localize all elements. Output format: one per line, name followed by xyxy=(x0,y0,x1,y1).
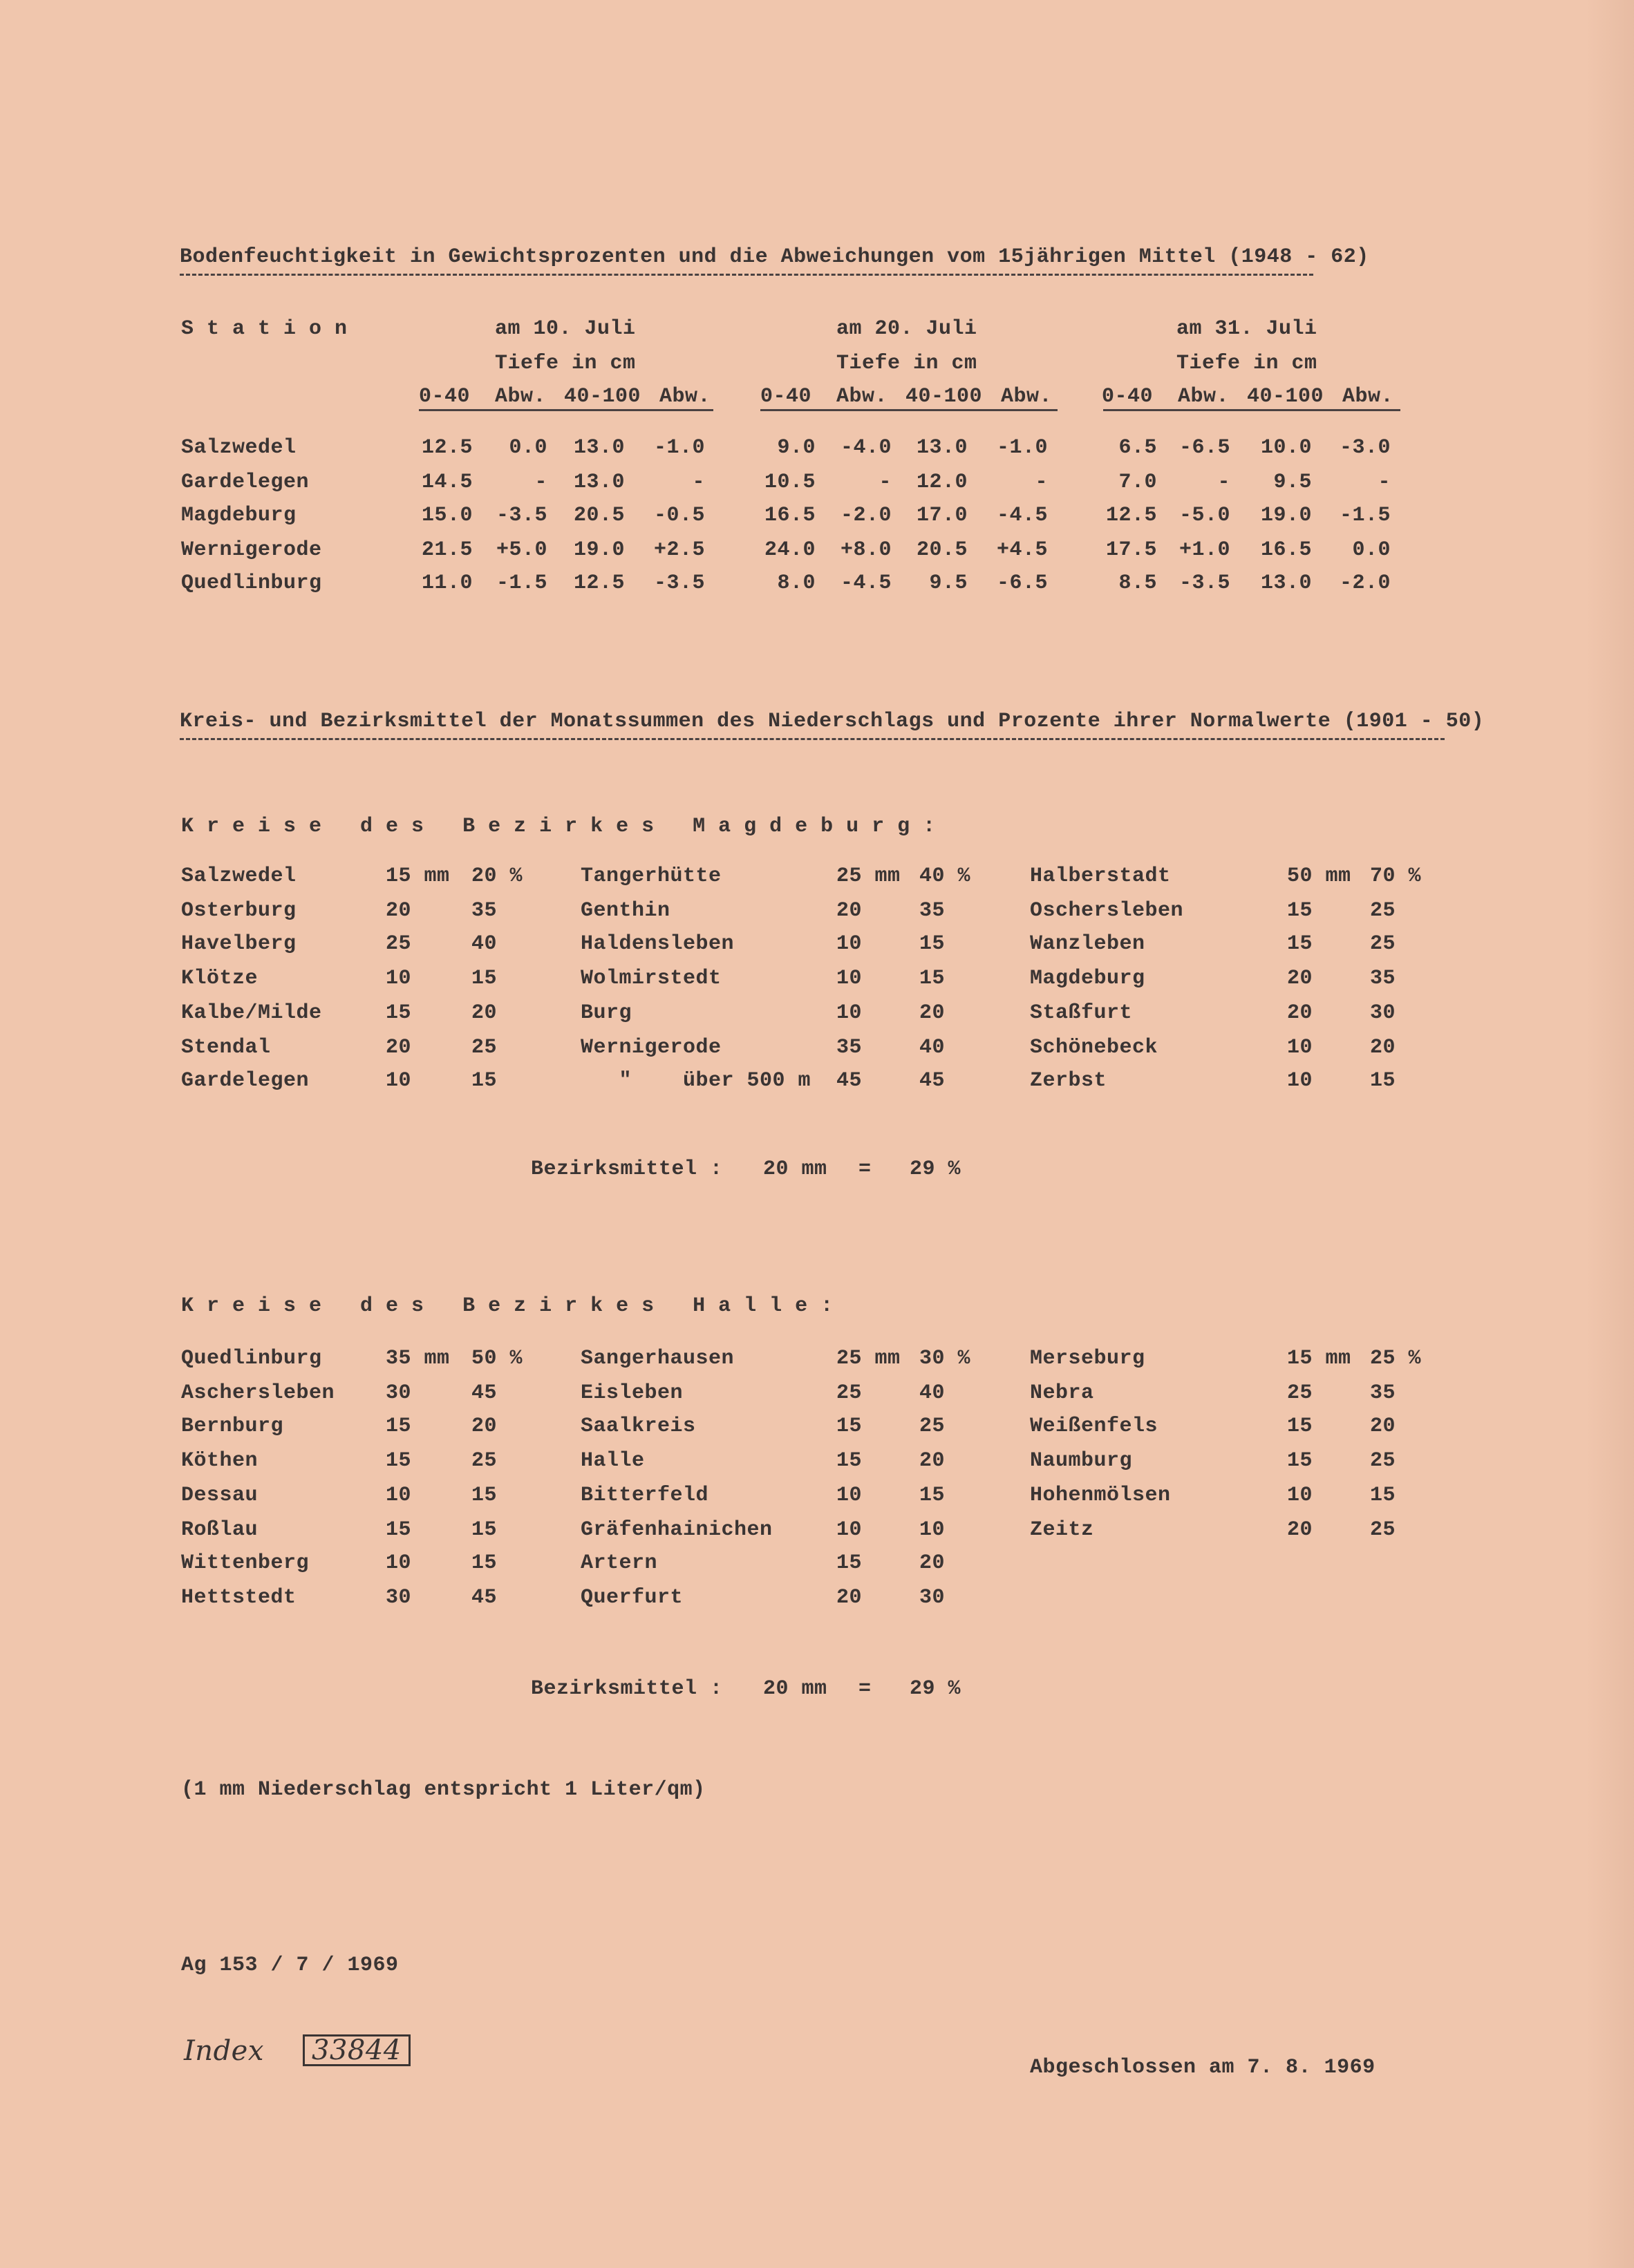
district-mm: 25 mm xyxy=(836,864,901,888)
district-mm: 15 xyxy=(1287,1415,1313,1438)
halle-mean-label: Bezirksmittel : xyxy=(531,1677,723,1701)
district-pct: 20 xyxy=(471,1415,498,1438)
soil-station-name: Magdeburg xyxy=(181,504,297,527)
soil-cell: -4.0 xyxy=(840,436,892,460)
district-mm: 10 xyxy=(836,967,863,990)
district-pct: 20 xyxy=(1370,1415,1396,1438)
soil-cell: 24.0 xyxy=(764,538,816,562)
soil-subheader: 0-40 xyxy=(1102,385,1154,408)
soil-cell: +1.0 xyxy=(1178,538,1230,562)
district-name: Halle xyxy=(581,1449,645,1473)
halle-mean-mm: 20 mm xyxy=(763,1677,827,1701)
soil-station-name: Salzwedel xyxy=(181,436,297,460)
district-name: Wittenberg xyxy=(181,1551,310,1575)
soil-subheader: 40-100 xyxy=(1247,385,1324,408)
district-mm: 25 xyxy=(386,932,412,956)
district-pct: 25 xyxy=(919,1415,946,1438)
soil-cell: +8.0 xyxy=(840,538,892,562)
district-name: Roßlau xyxy=(181,1518,259,1542)
halle-mean-pct: 29 % xyxy=(910,1677,961,1701)
district-mm: 10 xyxy=(386,1069,412,1093)
district-mm: 15 xyxy=(1287,1449,1313,1473)
district-pct: 25 xyxy=(471,1036,498,1059)
soil-cell: - xyxy=(1217,471,1230,494)
district-name: Aschersleben xyxy=(181,1381,335,1405)
district-mm: 35 mm xyxy=(386,1347,450,1370)
soil-cell: 17.5 xyxy=(1105,538,1157,562)
soil-cell: 13.0 xyxy=(1260,571,1312,595)
district-mm: 45 xyxy=(836,1069,863,1093)
district-pct: 15 xyxy=(919,967,946,990)
district-pct: 30 xyxy=(1370,1001,1396,1025)
district-pct: 15 xyxy=(919,932,946,956)
reference-number: Ag 153 / 7 / 1969 xyxy=(181,1954,399,1977)
magdeburg-mean-eq: = xyxy=(858,1157,872,1181)
district-name: Havelberg xyxy=(181,932,297,956)
soil-cell: 13.0 xyxy=(916,436,968,460)
precip-title: Kreis- und Bezirksmittel der Monatssummen des Niederschlags und Prozente ihrer Normalwerte (1901 - 50) xyxy=(180,710,1485,733)
soil-subheader: 40-100 xyxy=(905,385,983,408)
soil-cell: 9.0 xyxy=(777,436,816,460)
district-mm: 25 xyxy=(1287,1381,1313,1405)
soil-cell: 13.0 xyxy=(573,471,625,494)
magdeburg-mean-label: Bezirksmittel : xyxy=(531,1157,723,1181)
soil-subheader: 0-40 xyxy=(419,385,471,408)
district-pct: 20 xyxy=(919,1001,946,1025)
district-pct: 20 xyxy=(471,1001,498,1025)
district-pct: 25 xyxy=(1370,1449,1396,1473)
district-pct: 15 xyxy=(471,1484,498,1507)
district-name: Staßfurt xyxy=(1030,1001,1133,1025)
district-mm: 20 xyxy=(1287,967,1313,990)
district-mm: 15 mm xyxy=(1287,1347,1351,1370)
subheader-rule-2 xyxy=(760,409,1058,411)
district-name: Eisleben xyxy=(581,1381,684,1405)
date-header-3: am 31. Juli xyxy=(1176,317,1317,341)
soil-subheader: Abw. xyxy=(836,385,888,408)
district-name: " über 500 m xyxy=(581,1069,811,1093)
district-mm: 10 xyxy=(836,932,863,956)
soil-cell: -1.0 xyxy=(653,436,705,460)
soil-cell: +5.0 xyxy=(496,538,547,562)
district-mm: 15 xyxy=(836,1551,863,1575)
district-name: Saalkreis xyxy=(581,1415,696,1438)
soil-cell: 11.0 xyxy=(421,571,473,595)
soil-station-name: Wernigerode xyxy=(181,538,322,562)
district-name: Genthin xyxy=(581,899,670,923)
district-name: Haldensleben xyxy=(581,932,735,956)
district-mm: 20 xyxy=(836,1586,863,1609)
date-header-2: am 20. Juli xyxy=(836,317,977,341)
soil-cell: 12.0 xyxy=(916,471,968,494)
soil-cell: -1.5 xyxy=(1339,504,1391,527)
district-mm: 15 xyxy=(386,1001,412,1025)
soil-cell: 19.0 xyxy=(1260,504,1312,527)
district-pct: 20 % xyxy=(471,864,523,888)
district-pct: 25 % xyxy=(1370,1347,1422,1370)
soil-cell: 9.5 xyxy=(1273,471,1312,494)
district-pct: 25 xyxy=(1370,1518,1396,1542)
soil-cell: 17.0 xyxy=(916,504,968,527)
soil-cell: -4.5 xyxy=(996,504,1048,527)
halle-heading: K r e i s e d e s B e z i r k e s H a l l e : xyxy=(181,1294,834,1318)
soil-cell: 12.5 xyxy=(421,436,473,460)
district-name: Hohenmölsen xyxy=(1030,1484,1171,1507)
district-name: Stendal xyxy=(181,1036,271,1059)
soil-subheader: 40-100 xyxy=(564,385,641,408)
district-mm: 20 xyxy=(1287,1518,1313,1542)
district-name: Tangerhütte xyxy=(581,864,722,888)
district-mm: 50 mm xyxy=(1287,864,1351,888)
footnote: (1 mm Niederschlag entspricht 1 Liter/qm) xyxy=(181,1778,706,1802)
station-header: S t a t i o n xyxy=(181,317,348,341)
district-mm: 10 xyxy=(1287,1484,1313,1507)
district-pct: 45 xyxy=(471,1381,498,1405)
district-mm: 10 xyxy=(1287,1036,1313,1059)
district-mm: 20 xyxy=(386,1036,412,1059)
district-name: Artern xyxy=(581,1551,658,1575)
depth-header-2: Tiefe in cm xyxy=(836,352,977,375)
district-pct: 25 xyxy=(1370,932,1396,956)
soil-subheader: 0-40 xyxy=(760,385,812,408)
district-name: Weißenfels xyxy=(1030,1415,1158,1438)
soil-title: Bodenfeuchtigkeit in Gewichtsprozenten und die Abweichungen vom 15jährigen Mittel (1948 - 62) xyxy=(180,245,1369,269)
district-pct: 35 xyxy=(471,899,498,923)
soil-subheader: Abw. xyxy=(1342,385,1394,408)
magdeburg-mean-mm: 20 mm xyxy=(763,1157,827,1181)
district-mm: 15 xyxy=(386,1415,412,1438)
district-name: Gräfenhainichen xyxy=(581,1518,773,1542)
magdeburg-heading: K r e i s e d e s B e z i r k e s M a g d e b u r g : xyxy=(181,815,936,838)
district-name: Klötze xyxy=(181,967,259,990)
district-mm: 25 xyxy=(836,1381,863,1405)
soil-title-underline xyxy=(180,274,1313,276)
paper-edge xyxy=(1586,0,1634,2268)
soil-cell: 15.0 xyxy=(421,504,473,527)
soil-cell: -1.0 xyxy=(996,436,1048,460)
district-pct: 15 xyxy=(471,1069,498,1093)
district-name: Sangerhausen xyxy=(581,1347,735,1370)
soil-cell: 14.5 xyxy=(421,471,473,494)
district-mm: 15 mm xyxy=(386,864,450,888)
district-name: Bitterfeld xyxy=(581,1484,709,1507)
precip-title-underline xyxy=(180,738,1445,740)
district-mm: 10 xyxy=(386,1484,412,1507)
district-name: Zeitz xyxy=(1030,1518,1094,1542)
district-mm: 15 xyxy=(386,1449,412,1473)
soil-cell: +2.5 xyxy=(653,538,705,562)
district-name: Naumburg xyxy=(1030,1449,1133,1473)
district-name: Burg xyxy=(581,1001,632,1025)
soil-cell: 12.5 xyxy=(573,571,625,595)
district-name: Gardelegen xyxy=(181,1069,310,1093)
district-mm: 10 xyxy=(836,1518,863,1542)
soil-cell: 7.0 xyxy=(1118,471,1157,494)
district-mm: 20 xyxy=(836,899,863,923)
soil-cell: -2.0 xyxy=(1339,571,1391,595)
district-mm: 25 mm xyxy=(836,1347,901,1370)
subheader-rule-3 xyxy=(1103,409,1400,411)
soil-cell: - xyxy=(534,471,547,494)
soil-cell: 20.5 xyxy=(916,538,968,562)
soil-cell: -3.0 xyxy=(1339,436,1391,460)
district-pct: 45 xyxy=(471,1586,498,1609)
district-mm: 30 xyxy=(386,1381,412,1405)
soil-cell: 0.0 xyxy=(509,436,547,460)
district-name: Nebra xyxy=(1030,1381,1094,1405)
soil-cell: -2.0 xyxy=(840,504,892,527)
soil-cell: -6.5 xyxy=(1178,436,1230,460)
soil-cell: 8.0 xyxy=(777,571,816,595)
magdeburg-mean-pct: 29 % xyxy=(910,1157,961,1181)
district-pct: 15 xyxy=(1370,1069,1396,1093)
soil-cell: -5.0 xyxy=(1178,504,1230,527)
district-pct: 15 xyxy=(1370,1484,1396,1507)
district-pct: 20 xyxy=(919,1551,946,1575)
district-name: Wernigerode xyxy=(581,1036,722,1059)
district-name: Magdeburg xyxy=(1030,967,1145,990)
soil-cell: - xyxy=(692,471,705,494)
district-mm: 15 xyxy=(1287,932,1313,956)
soil-cell: 20.5 xyxy=(573,504,625,527)
soil-subheader: Abw. xyxy=(1001,385,1053,408)
soil-cell: 12.5 xyxy=(1105,504,1157,527)
soil-cell: 10.5 xyxy=(764,471,816,494)
district-pct: 50 % xyxy=(471,1347,523,1370)
district-name: Merseburg xyxy=(1030,1347,1145,1370)
district-name: Köthen xyxy=(181,1449,259,1473)
district-mm: 20 xyxy=(1287,1001,1313,1025)
district-pct: 25 xyxy=(1370,899,1396,923)
district-name: Zerbst xyxy=(1030,1069,1107,1093)
district-pct: 15 xyxy=(471,1551,498,1575)
district-name: Dessau xyxy=(181,1484,259,1507)
soil-cell: - xyxy=(1035,471,1048,494)
soil-cell: -3.5 xyxy=(496,504,547,527)
soil-cell: 16.5 xyxy=(1260,538,1312,562)
district-mm: 30 xyxy=(386,1586,412,1609)
district-name: Kalbe/Milde xyxy=(181,1001,322,1025)
district-pct: 30 xyxy=(919,1586,946,1609)
soil-subheader: Abw. xyxy=(495,385,547,408)
soil-cell: -0.5 xyxy=(653,504,705,527)
soil-subheader: Abw. xyxy=(1178,385,1230,408)
district-pct: 35 xyxy=(1370,1381,1396,1405)
district-mm: 35 xyxy=(836,1036,863,1059)
soil-cell: 6.5 xyxy=(1118,436,1157,460)
district-pct: 40 xyxy=(471,932,498,956)
date-header-1: am 10. Juli xyxy=(495,317,636,341)
district-pct: 15 xyxy=(471,967,498,990)
soil-cell: +4.5 xyxy=(996,538,1048,562)
soil-cell: 19.0 xyxy=(573,538,625,562)
district-name: Wolmirstedt xyxy=(581,967,722,990)
halle-mean-eq: = xyxy=(858,1677,872,1701)
district-name: Oschersleben xyxy=(1030,899,1184,923)
soil-cell: 13.0 xyxy=(573,436,625,460)
district-name: Osterburg xyxy=(181,899,297,923)
district-pct: 20 xyxy=(919,1449,946,1473)
district-pct: 15 xyxy=(471,1518,498,1542)
district-mm: 10 xyxy=(386,967,412,990)
district-name: Halberstadt xyxy=(1030,864,1171,888)
soil-cell: -6.5 xyxy=(996,571,1048,595)
depth-header-1: Tiefe in cm xyxy=(495,352,636,375)
soil-station-name: Quedlinburg xyxy=(181,571,322,595)
index-number: 33844 xyxy=(303,2034,411,2066)
subheader-rule-1 xyxy=(419,409,713,411)
district-mm: 10 xyxy=(1287,1069,1313,1093)
soil-subheader: Abw. xyxy=(659,385,711,408)
soil-cell: -1.5 xyxy=(496,571,547,595)
soil-cell: - xyxy=(879,471,892,494)
district-pct: 35 xyxy=(1370,967,1396,990)
district-name: Schönebeck xyxy=(1030,1036,1158,1059)
district-mm: 10 xyxy=(836,1484,863,1507)
soil-cell: -3.5 xyxy=(653,571,705,595)
district-name: Wanzleben xyxy=(1030,932,1145,956)
soil-cell: 21.5 xyxy=(421,538,473,562)
district-pct: 40 xyxy=(919,1036,946,1059)
soil-cell: - xyxy=(1378,471,1391,494)
soil-cell: 8.5 xyxy=(1118,571,1157,595)
district-pct: 30 % xyxy=(919,1347,971,1370)
soil-cell: -3.5 xyxy=(1178,571,1230,595)
district-mm: 10 xyxy=(386,1551,412,1575)
closed-date: Abgeschlossen am 7. 8. 1969 xyxy=(1030,2056,1375,2079)
soil-cell: 10.0 xyxy=(1260,436,1312,460)
district-pct: 10 xyxy=(919,1518,946,1542)
index-label: Index xyxy=(184,2035,264,2067)
depth-header-3: Tiefe in cm xyxy=(1176,352,1317,375)
district-pct: 40 % xyxy=(919,864,971,888)
district-mm: 10 xyxy=(836,1001,863,1025)
district-name: Hettstedt xyxy=(181,1586,297,1609)
district-pct: 15 xyxy=(919,1484,946,1507)
district-pct: 45 xyxy=(919,1069,946,1093)
soil-cell: 16.5 xyxy=(764,504,816,527)
district-pct: 20 xyxy=(1370,1036,1396,1059)
district-mm: 15 xyxy=(1287,899,1313,923)
district-mm: 15 xyxy=(836,1449,863,1473)
district-name: Bernburg xyxy=(181,1415,284,1438)
soil-cell: -4.5 xyxy=(840,571,892,595)
district-pct: 25 xyxy=(471,1449,498,1473)
district-mm: 15 xyxy=(386,1518,412,1542)
district-mm: 15 xyxy=(836,1415,863,1438)
district-mm: 20 xyxy=(386,899,412,923)
district-name: Querfurt xyxy=(581,1586,684,1609)
soil-cell: 9.5 xyxy=(929,571,968,595)
district-pct: 70 % xyxy=(1370,864,1422,888)
soil-cell: 0.0 xyxy=(1352,538,1391,562)
district-pct: 40 xyxy=(919,1381,946,1405)
soil-station-name: Gardelegen xyxy=(181,471,310,494)
district-name: Quedlinburg xyxy=(181,1347,322,1370)
district-name: Salzwedel xyxy=(181,864,297,888)
district-pct: 35 xyxy=(919,899,946,923)
